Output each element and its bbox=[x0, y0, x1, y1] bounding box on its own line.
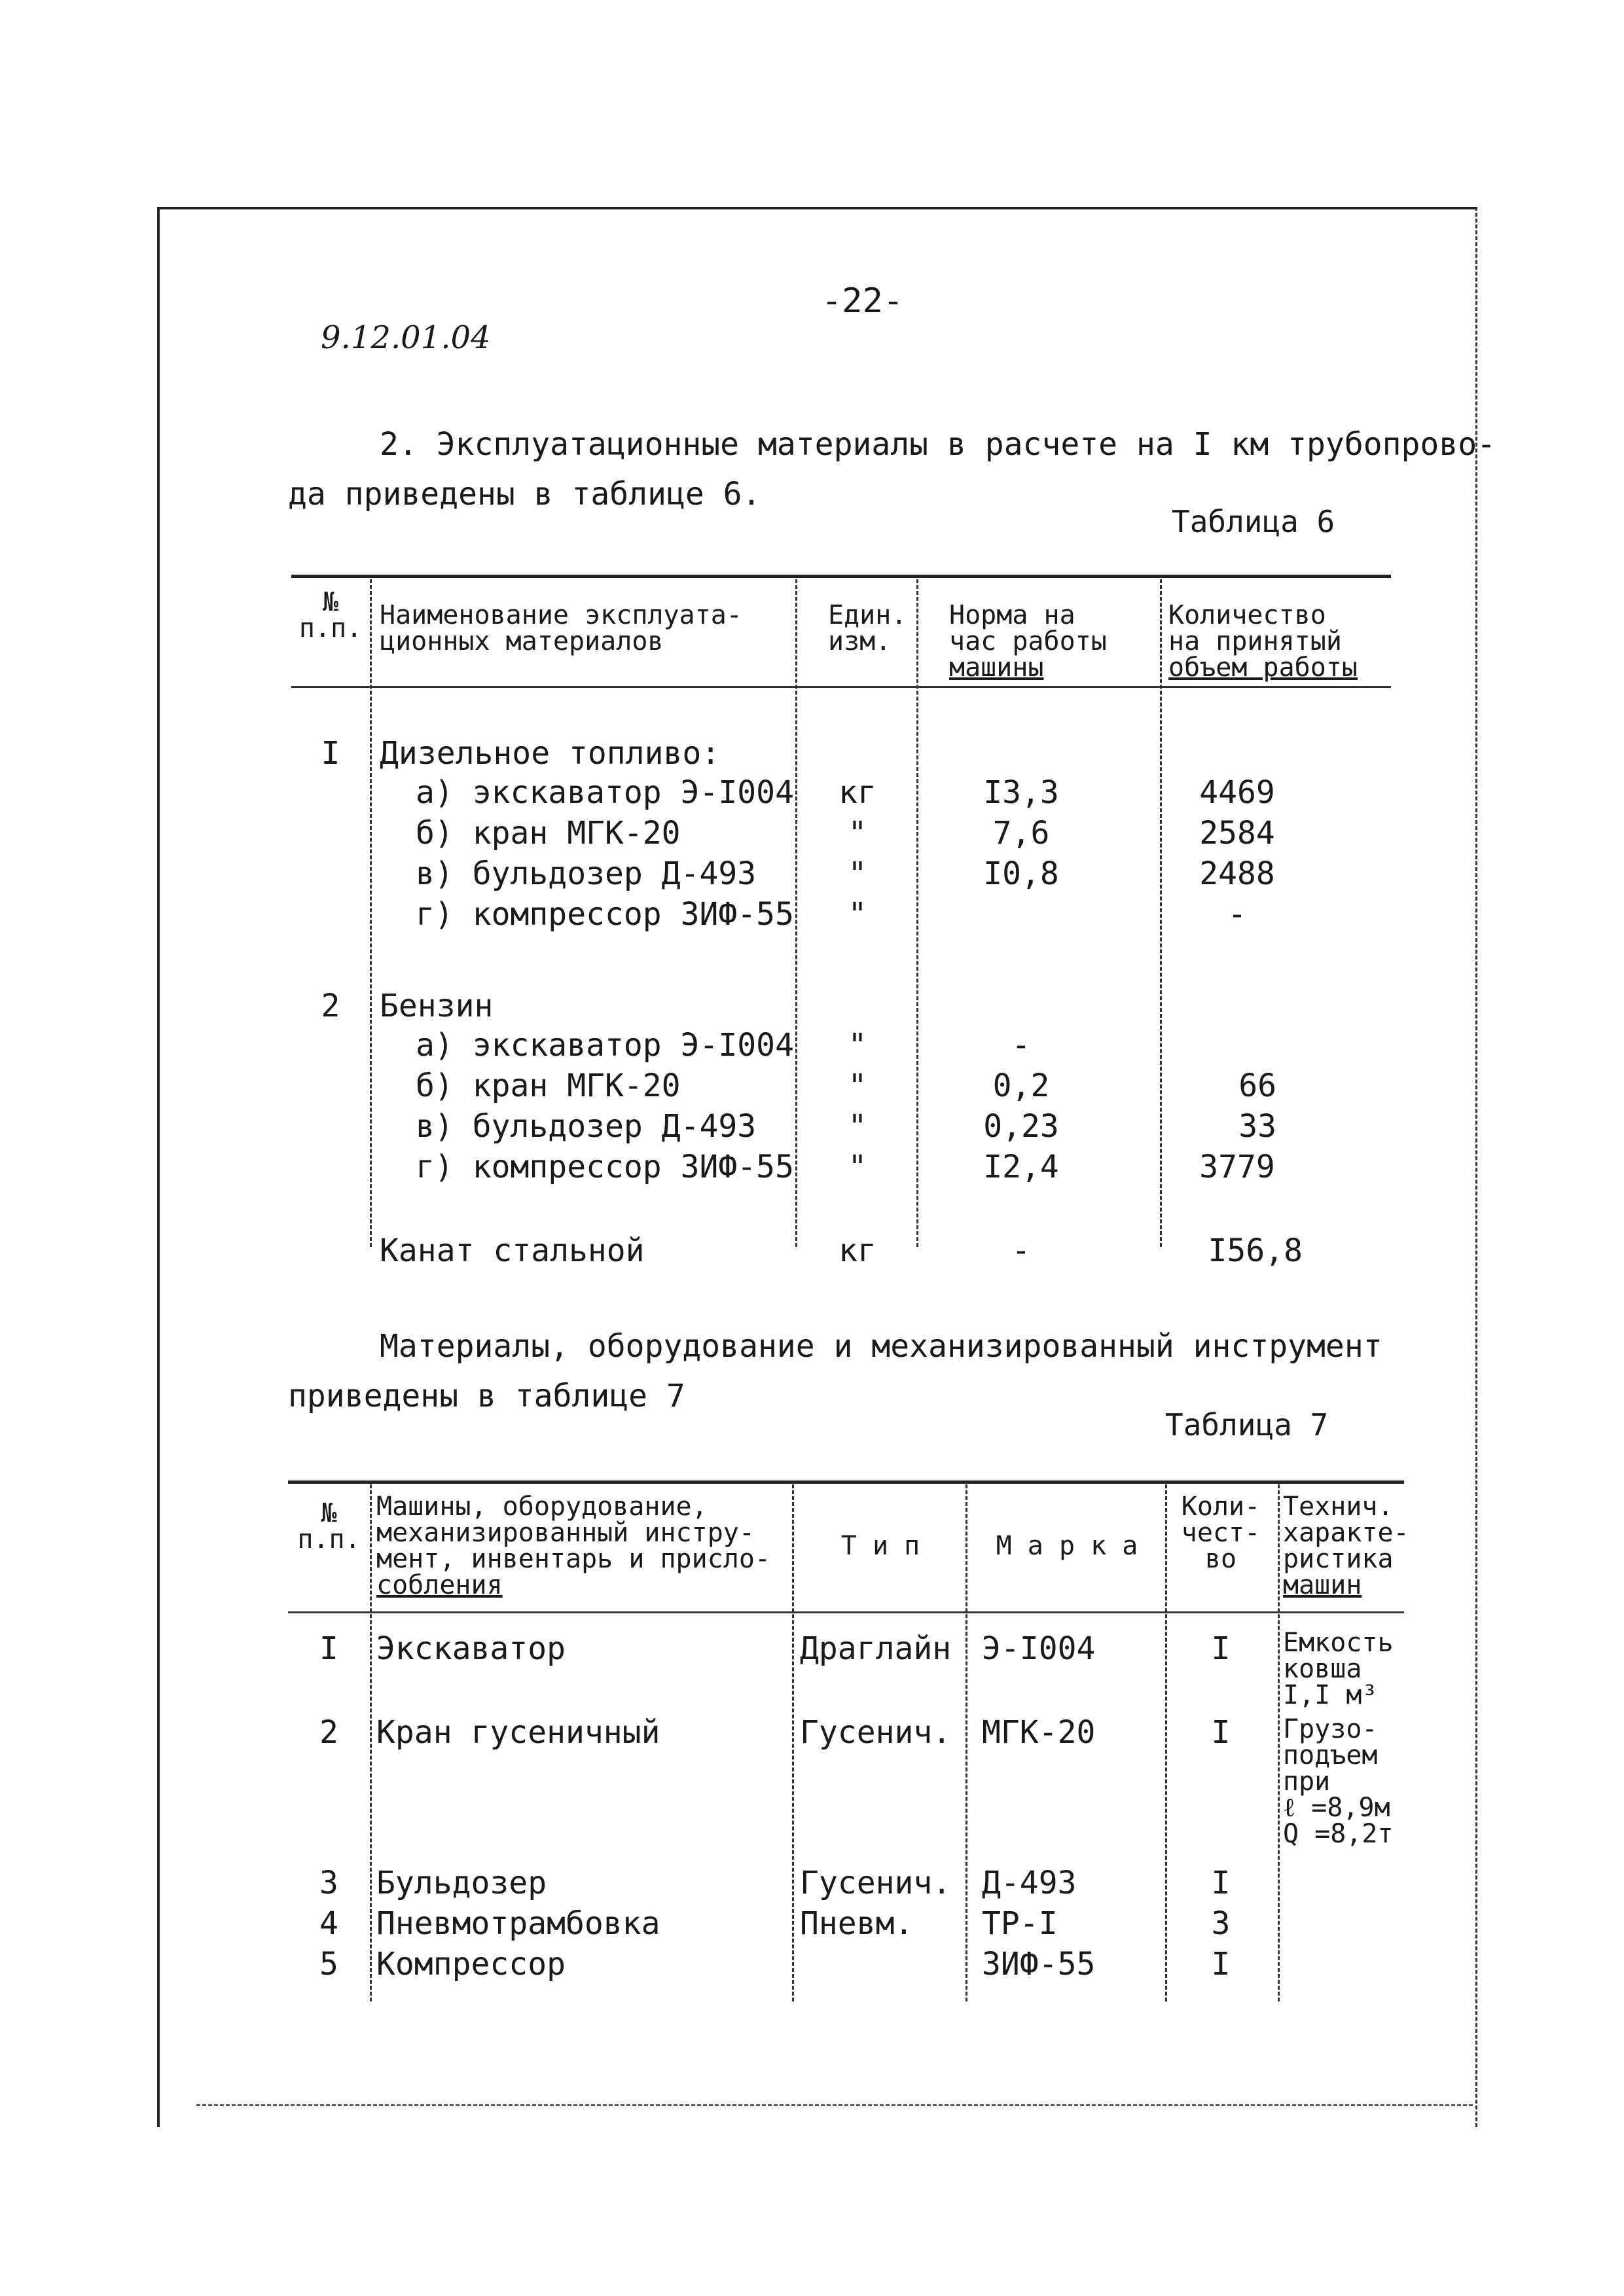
document-code: 9.12.01.04 bbox=[321, 319, 491, 356]
column-divider bbox=[370, 1484, 372, 2001]
paragraph-line: Материалы, оборудование и механизированный инструмент bbox=[380, 1328, 1382, 1365]
header-line: мент, инвентарь и присло- bbox=[376, 1544, 771, 1574]
row-unit: " bbox=[848, 1108, 867, 1145]
row-name: б) кран МГК-20 bbox=[416, 1067, 681, 1104]
row-qty: I56,8 bbox=[1208, 1232, 1303, 1269]
row-name: а) экскаватор Э-I004 bbox=[416, 1027, 794, 1064]
header-line: механизированный инстру- bbox=[376, 1518, 755, 1548]
row-norm: I0,8 bbox=[983, 855, 1059, 892]
row-name: г) компрессор ЗИФ-55 bbox=[416, 896, 794, 933]
header-num bbox=[295, 589, 367, 641]
header-line: машин bbox=[1283, 1570, 1362, 1600]
spec-line: I,I м³ bbox=[1283, 1680, 1378, 1710]
row-name: г) компрессор ЗИФ-55 bbox=[416, 1149, 794, 1185]
header-line: Коли- bbox=[1181, 1492, 1261, 1522]
header-line: во bbox=[1204, 1544, 1237, 1574]
row-unit: кг bbox=[839, 774, 876, 811]
spec-line: Q =8,2т bbox=[1283, 1819, 1394, 1849]
spec-line: Емкость bbox=[1283, 1628, 1394, 1658]
row-spec bbox=[1283, 1630, 1394, 1708]
row-spec bbox=[1283, 1716, 1394, 1847]
row-qty: I bbox=[1211, 1865, 1231, 1901]
header-line: п.п. bbox=[297, 1524, 361, 1554]
row-name: Бульдозер bbox=[376, 1865, 547, 1901]
column-divider bbox=[1165, 1484, 1167, 2001]
row-name: Компрессор bbox=[376, 1946, 566, 1982]
column-divider bbox=[795, 579, 797, 1247]
header-norm bbox=[949, 602, 1107, 681]
row-name: б) кран МГК-20 bbox=[416, 815, 681, 852]
row-type: Драглайн bbox=[800, 1630, 952, 1667]
row-qty: I bbox=[1211, 1630, 1231, 1667]
row-brand: Э-I004 bbox=[982, 1630, 1096, 1667]
group-title: Бензин bbox=[380, 988, 494, 1024]
row-num: 4 bbox=[319, 1905, 338, 1942]
column-divider bbox=[965, 1484, 967, 2001]
header-unit bbox=[828, 602, 907, 655]
table-caption: Таблица 6 bbox=[1172, 504, 1335, 539]
column-divider bbox=[916, 579, 918, 1247]
header-qty bbox=[1168, 602, 1358, 681]
row-unit: " bbox=[848, 896, 867, 933]
spec-line: ℓ =8,9м bbox=[1283, 1793, 1390, 1823]
header-line: Един. bbox=[828, 600, 907, 630]
row-qty: 3 bbox=[1211, 1905, 1231, 1942]
row-brand: Д-493 bbox=[982, 1865, 1077, 1901]
row-num: 2 bbox=[319, 1714, 338, 1751]
row-name: в) бульдозер Д-493 bbox=[416, 1108, 757, 1145]
row-norm: I2,4 bbox=[983, 1149, 1059, 1185]
row-unit: кг bbox=[839, 1232, 876, 1269]
table-top-rule bbox=[288, 1480, 1404, 1484]
header-line: изм. bbox=[828, 626, 892, 656]
row-num: 5 bbox=[319, 1946, 338, 1982]
header-line: на принятый bbox=[1168, 626, 1342, 656]
group-number: 2 bbox=[321, 988, 340, 1024]
header-name bbox=[376, 1494, 770, 1598]
row-name: Пневмотрамбовка bbox=[376, 1905, 660, 1942]
row-brand: ТР-I bbox=[982, 1905, 1058, 1942]
column-divider bbox=[1160, 579, 1162, 1247]
header-brand: М а р к а bbox=[996, 1531, 1138, 1561]
row-num: I bbox=[319, 1630, 338, 1667]
row-name: Кран гусеничный bbox=[376, 1714, 660, 1751]
row-qty: - bbox=[1227, 896, 1247, 933]
row-brand: ЗИФ-55 bbox=[982, 1946, 1096, 1982]
group-number: I bbox=[321, 735, 340, 772]
header-line: п.п. bbox=[298, 613, 363, 643]
spec-line: при bbox=[1283, 1767, 1331, 1797]
row-unit: " bbox=[848, 1027, 867, 1064]
header-line: час работы bbox=[949, 626, 1107, 656]
row-type: Гусенич. bbox=[800, 1714, 952, 1751]
header-qty bbox=[1168, 1494, 1273, 1572]
spec-line: подъем bbox=[1283, 1740, 1378, 1770]
header-line: Машины, оборудование, bbox=[376, 1492, 708, 1522]
header-line: Количество bbox=[1168, 600, 1326, 630]
row-qty: 66 bbox=[1238, 1067, 1276, 1104]
row-type: Пневм. bbox=[800, 1905, 914, 1942]
header-bottom-rule bbox=[288, 1611, 1404, 1613]
row-name: а) экскаватор Э-I004 bbox=[416, 774, 794, 811]
header-line: собления bbox=[376, 1570, 503, 1600]
row-brand: МГК-20 bbox=[982, 1714, 1096, 1751]
row-norm: 7,6 bbox=[992, 815, 1050, 852]
header-line: № bbox=[322, 587, 339, 617]
header-type: Т и п bbox=[840, 1531, 920, 1561]
row-num: 3 bbox=[319, 1865, 338, 1901]
row-norm: I3,3 bbox=[983, 774, 1059, 811]
page-number: -22- bbox=[821, 281, 904, 321]
header-spec bbox=[1283, 1494, 1409, 1598]
spec-line: Грузо- bbox=[1283, 1714, 1378, 1744]
header-name bbox=[380, 602, 742, 655]
header-line: № bbox=[321, 1498, 337, 1528]
row-name: Экскаватор bbox=[376, 1630, 566, 1667]
header-line: ристика bbox=[1283, 1544, 1394, 1574]
header-line: машины bbox=[949, 653, 1044, 683]
bottom-border bbox=[196, 2104, 1473, 2106]
row-norm: 0,23 bbox=[983, 1108, 1059, 1145]
row-qty: 2488 bbox=[1199, 855, 1275, 892]
column-divider bbox=[792, 1484, 794, 2001]
row-norm: 0,2 bbox=[992, 1067, 1050, 1104]
paragraph-line: приведены в таблице 7 bbox=[288, 1378, 685, 1414]
paragraph-line: 2. Эксплуатационные материалы в расчете на I км трубопрово- bbox=[380, 426, 1496, 463]
header-bottom-rule bbox=[291, 686, 1391, 688]
row-qty: 4469 bbox=[1199, 774, 1275, 811]
table-top-rule bbox=[291, 575, 1391, 578]
header-line: характе- bbox=[1283, 1518, 1409, 1548]
row-type: Гусенич. bbox=[800, 1865, 952, 1901]
row-unit: " bbox=[848, 1067, 867, 1104]
row-qty: 33 bbox=[1238, 1108, 1276, 1145]
row-qty: 2584 bbox=[1199, 815, 1275, 852]
row-qty: 3779 bbox=[1199, 1149, 1275, 1185]
table-caption: Таблица 7 bbox=[1165, 1407, 1329, 1443]
row-norm: - bbox=[1011, 1232, 1031, 1269]
header-line: чест- bbox=[1181, 1518, 1261, 1548]
header-line: Норма на bbox=[949, 600, 1075, 630]
header-line: объем работы bbox=[1168, 653, 1358, 683]
row-norm: - bbox=[1011, 1027, 1031, 1064]
row-name: в) бульдозер Д-493 bbox=[416, 855, 757, 892]
row-qty: I bbox=[1211, 1946, 1231, 1982]
row-unit: " bbox=[848, 855, 867, 892]
spec-line: ковша bbox=[1283, 1654, 1362, 1684]
row-name: Канат стальной bbox=[380, 1232, 645, 1269]
column-divider bbox=[370, 579, 372, 1247]
group-title: Дизельное топливо: bbox=[380, 735, 721, 772]
row-unit: " bbox=[848, 1149, 867, 1185]
column-divider bbox=[1278, 1484, 1280, 2001]
header-line: Наименование эксплуата- bbox=[380, 600, 742, 630]
header-line: ционных материалов bbox=[380, 626, 664, 656]
header-line: Технич. bbox=[1283, 1492, 1394, 1522]
paragraph-line: да приведены в таблице 6. bbox=[288, 476, 761, 512]
row-qty: I bbox=[1211, 1714, 1231, 1751]
row-unit: " bbox=[848, 815, 867, 852]
header-num bbox=[291, 1500, 367, 1552]
